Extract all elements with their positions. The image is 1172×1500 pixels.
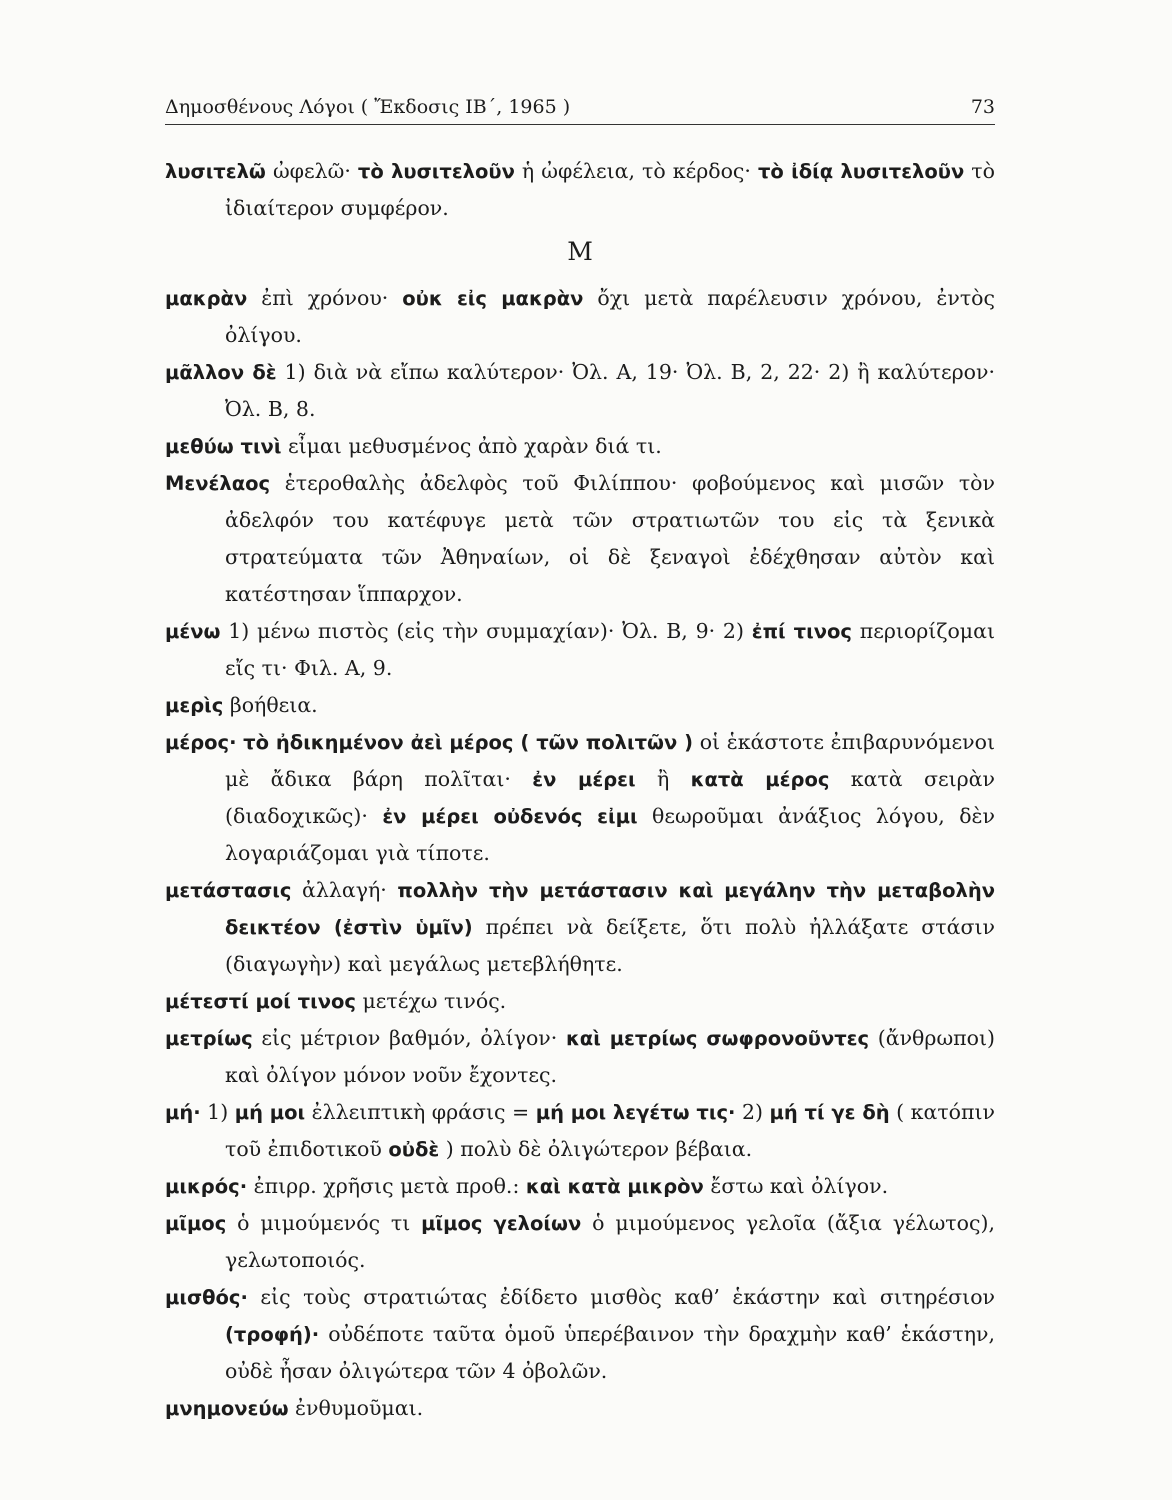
definition-text: ἀλλαγή·	[291, 878, 398, 902]
definition-text: ἑτεροθαλὴς ἀδελφὸς τοῦ Φιλίππου· φοβούμενος καὶ μισῶν τὸν ἀδελφόν του κατέφυγε μετὰ τῶν στρατιωτῶν του εἰς τὰ ξενικὰ στρατεύματα τῶν Ἀθηναίων, οἱ δὲ ξεναγοὶ ἐδέχθησαν αὐτὸν καὶ κατέστησαν ἵππαρχον.	[225, 471, 995, 606]
headword: μετάστασις	[165, 879, 292, 902]
definition-text: 1) μένω πιστὸς (εἰς τὴν συμμαχίαν)· Ὀλ. Β, 9· 2)	[220, 619, 752, 643]
glossary-entry	[165, 354, 995, 428]
definition-text: 1)	[200, 1100, 235, 1124]
definition-text: ἐλλειπτικὴ φράσις =	[305, 1100, 536, 1124]
headword: (τροφή)·	[225, 1323, 320, 1346]
glossary-entry	[165, 428, 995, 465]
headword: ἐπί τινος	[751, 620, 852, 643]
definition-text: κατὰ σειρὰν (διαδοχικῶς)·	[225, 767, 995, 828]
definition-text: ἢ	[635, 767, 691, 791]
headword: μετρίως	[165, 1027, 253, 1050]
definition-text: μετέχω τινός.	[355, 989, 507, 1013]
headword: καὶ μετρίως σωφρονοῦντες	[565, 1027, 870, 1050]
headword: οὐδὲ	[388, 1138, 440, 1161]
headword: μῖμος	[165, 1212, 227, 1235]
headword: μέτεστί μοί τινος	[165, 990, 356, 1013]
definition-text: ὄχι μετὰ παρέλευσιν χρόνου, ἐντὸς ὀλίγου.	[225, 286, 995, 347]
glossary-entry	[165, 153, 995, 227]
running-head-title: Δημοσθένους Λόγοι ( Ἔκδοσις ΙΒ΄, 1965 )	[165, 96, 571, 118]
headword: μνημονεύω	[165, 1397, 289, 1420]
headword: μή μοι λεγέτω τις·	[535, 1101, 736, 1124]
headword: μεθύω τινὶ	[165, 435, 282, 458]
glossary-entry	[165, 983, 995, 1020]
definition-text: ἡ ὠφέλεια, τὸ κέρδος·	[514, 159, 758, 183]
definition-text: ὁ μιμούμενός τι	[226, 1211, 422, 1235]
definition-text: ὁ μιμούμενος γελοῖα (ἄξια γέλωτος), γελωτοποιός.	[225, 1211, 995, 1272]
definition-text: εἰς τοὺς στρατιώτας ἐδίδετο μισθὸς καθ’ ἑκάστην καὶ σιτηρέσιον	[247, 1285, 995, 1309]
definition-text: 2)	[735, 1100, 770, 1124]
glossary-entry	[165, 1390, 995, 1427]
glossary-entry	[165, 1094, 995, 1168]
headword: μῖμος γελοίων	[421, 1212, 582, 1235]
headword: ἐν μέρει	[532, 768, 636, 791]
glossary-entry	[165, 1168, 995, 1205]
headword: μικρός·	[165, 1175, 248, 1198]
page-number: 73	[970, 96, 995, 118]
headword: ἐν μέρει οὐδενός εἰμι	[382, 805, 638, 828]
headword: μή·	[165, 1101, 201, 1124]
definition-text: εἰς μέτριον βαθμόν, ὀλίγον·	[252, 1026, 566, 1050]
definition-text: ) πολὺ δὲ ὀλιγώτερον βέβαια.	[439, 1137, 753, 1161]
section-letter: Μ	[567, 237, 593, 266]
headword: μή μοι	[234, 1101, 306, 1124]
headword: μένω	[165, 620, 221, 643]
headword: οὐκ εἰς μακρὰν	[402, 287, 584, 310]
glossary-entry	[165, 1279, 995, 1390]
headword: Μενέλαος	[165, 472, 271, 495]
definition-text: οἱ ἑκάστοτε ἐπιβαρυνόμενοι μὲ ἄδικα βάρη πολῖται·	[225, 730, 995, 791]
headword: μᾶλλον δὲ	[165, 361, 277, 384]
glossary-entry	[165, 465, 995, 613]
headword: κατὰ μέρος	[690, 768, 830, 791]
definition-text: ὠφελῶ·	[265, 159, 358, 183]
headword: τὸ ἠδικημένον ἀεὶ μέρος ( τῶν πολιτῶν )	[243, 731, 694, 754]
headword: καὶ κατὰ μικρὸν	[525, 1175, 704, 1198]
glossary-entry	[165, 1020, 995, 1094]
definition-text: τὸ ἰδιαίτερον συμφέρον.	[225, 159, 995, 220]
definition-text: βοήθεια.	[223, 693, 318, 717]
definition-text: ( κατόπιν τοῦ ἐπιδοτικοῦ	[225, 1100, 995, 1161]
glossary-entry	[165, 724, 995, 872]
headword: πολλὴν τὴν μετάστασιν καὶ μεγάλην τὴν μεταβολὴν δεικτέον (ἐστὶν ὑμῖν)	[225, 879, 995, 939]
glossary-entries	[165, 153, 995, 1427]
glossary-entry	[165, 613, 995, 687]
running-head	[165, 96, 995, 125]
definition-text: 1) διὰ νὰ εἴπω καλύτερον· Ὀλ. Α, 19· Ὀλ. Β, 2, 22· 2) ἢ καλύτερον· Ὀλ. Β, 8.	[225, 360, 995, 421]
headword: μή τί γε δὴ	[769, 1101, 890, 1124]
headword: τὸ ἰδίᾳ λυσιτελοῦν	[757, 160, 965, 183]
definition-text: θεωροῦμαι ἀνάξιος λόγου, δὲν λογαριάζομαι γιὰ τίποτε.	[225, 804, 996, 865]
definition-text: (ἄνθρωποι) καὶ ὀλίγον μόνον νοῦν ἔχοντες.	[225, 1026, 996, 1087]
definition-text: πρέπει νὰ δείξετε, ὅτι πολὺ ἠλλάξατε στάσιν (διαγωγὴν) καὶ μεγάλως μετεβλήθητε.	[225, 915, 995, 976]
headword: μερὶς	[165, 694, 224, 717]
definition-text: ἐπιρρ. χρῆσις μετὰ προθ.:	[247, 1174, 526, 1198]
definition-text: περιορίζομαι εἴς τι· Φιλ. Α, 9.	[225, 619, 995, 680]
glossary-entry	[165, 1205, 995, 1279]
definition-text: ἔστω καὶ ὀλίγον.	[703, 1174, 889, 1198]
book-page	[165, 96, 995, 1427]
definition-text: οὐδέποτε ταῦτα ὁμοῦ ὑπερέβαινον τὴν δραχμὴν καθ’ ἑκάστην, οὐδὲ ἦσαν ὀλιγώτερα τῶν 4 ὀβολῶν.	[225, 1322, 995, 1383]
glossary-entry	[165, 280, 995, 354]
glossary-entry	[165, 687, 995, 724]
headword: μισθός·	[165, 1286, 248, 1309]
definition-text: ἐνθυμοῦμαι.	[288, 1396, 424, 1420]
definition-text: ἐπὶ χρόνου·	[247, 286, 403, 310]
definition-text: εἶμαι μεθυσμένος ἀπὸ χαρὰν διά τι.	[281, 434, 662, 458]
headword: τὸ λυσιτελοῦν	[357, 160, 515, 183]
headword: λυσιτελῶ	[165, 160, 266, 183]
glossary-entry	[165, 872, 995, 983]
headword: μακρὰν	[165, 287, 248, 310]
headword: μέρος·	[165, 731, 237, 754]
